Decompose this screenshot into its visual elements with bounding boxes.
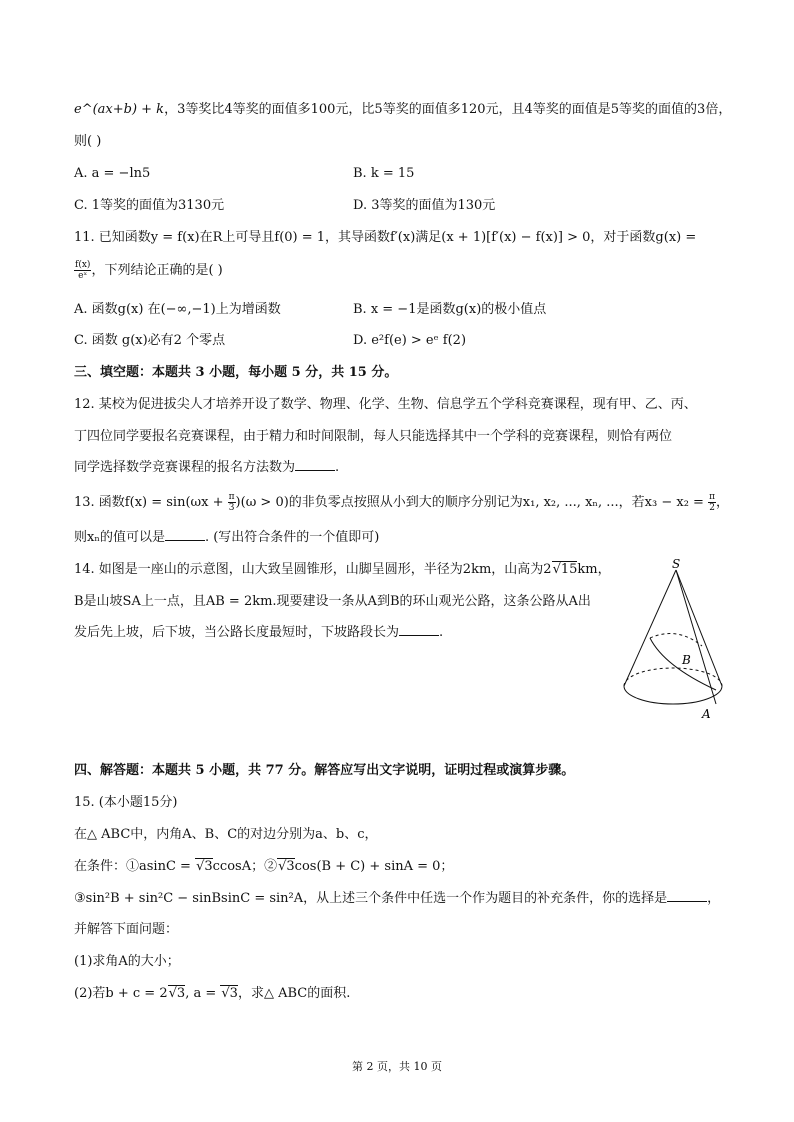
cone-right-edge xyxy=(676,570,722,686)
q13-line-1a: 13. 函数f(x) = sin(ωx + xyxy=(74,495,224,510)
q13-line-1c: ， xyxy=(716,495,730,510)
q14-answer-blank xyxy=(399,623,439,636)
q13-pi-over-3 xyxy=(228,492,236,513)
q13-line-1b: )(ω > 0)的非负零点按照从小到大的顺序分别记为x₁, x₂, ..., xₙ, ...，若x₃ − x₂ = xyxy=(235,495,704,510)
cone-path-back xyxy=(650,634,702,647)
q15-line-4-end: ， xyxy=(707,891,721,906)
q10-text-2: 则( ) xyxy=(74,134,102,149)
q13-line-2 xyxy=(74,528,754,548)
q15-line-7b: , a = xyxy=(185,986,221,1001)
q12-line-2: 丁四位同学要报名竞赛课程，由于精力和时间限制，每人只能选择其中一个学科的竞赛课程，则恰有两位 xyxy=(74,429,673,444)
q14-line-1b: km， xyxy=(577,562,611,577)
q11-option-c: C. 函数 g(x)必有2 个零点 xyxy=(74,333,226,348)
q15-line-2: 在△ ABC中，内角A、B、C的对边分别为a、b、c， xyxy=(74,827,378,842)
q15-line-1: 15. (本小题15分) xyxy=(74,795,178,810)
cone-base-front xyxy=(624,686,722,704)
q14-line-2: B是山坡SA上一点，且AB = 2km.现要建设一条从A到B的环山观光公路，这条公路从A出 xyxy=(74,594,591,609)
q15-line-7a: (2)若b + c = 2 xyxy=(74,986,168,1001)
q13-pi-2: π xyxy=(709,492,716,502)
q11-option-d: D. e²f(e) > eᵉ f(2) xyxy=(353,333,467,348)
q11-stem-1: 11. 已知函数y = f(x)在R上可导且f(0) = 1，其导函数f′(x)满足(x + 1)[f′(x) − f(x)] > 0，对于函数g(x) = xyxy=(74,230,697,245)
q12-line-3 xyxy=(74,458,754,478)
q11-frac-num: f(x) xyxy=(75,260,91,270)
q14-line-3a: 发后先上坡，后下坡，当公路长度最短时，下坡路段长为 xyxy=(74,625,400,640)
q10-option-b: B. k = 15 xyxy=(353,166,415,181)
cone-line-sa xyxy=(676,570,716,704)
q11-stem-2 xyxy=(74,258,754,284)
q13-line-2b: . (写出符合条件的一个值即可) xyxy=(204,530,380,545)
q10-expression: e^(ax+b) + k xyxy=(74,102,165,117)
q13-line-2a: 则xₙ的值可以是 xyxy=(74,530,165,545)
q15-sqrt-1-arg: 3 xyxy=(204,859,213,874)
q10-option-d: D. 3等奖的面值为130元 xyxy=(353,198,496,213)
cone-figure xyxy=(612,558,732,728)
q13-pi-over-2 xyxy=(708,492,716,513)
q10-continuation xyxy=(74,100,754,120)
label-b: B xyxy=(682,653,691,667)
q14-sqrt-arg: 15 xyxy=(560,562,578,577)
q14-line-1 xyxy=(74,560,614,580)
q15-sqrt-2: √3 xyxy=(278,859,295,874)
q15-sqrt-3-arg: 3 xyxy=(176,986,186,1001)
q12-line-1: 12. 某校为促进拔尖人才培养开设了数学、物理、化学、生物、信息学五个学科竞赛课程，现有甲、乙、丙、 xyxy=(74,397,697,412)
page-footer: 第 2 页，共 10 页 xyxy=(352,1060,442,1073)
q13-pi-1: π xyxy=(228,492,235,502)
q11-option-a: A. 函数g(x) 在(−∞,−1)上为增函数 xyxy=(74,302,281,317)
label-s: S xyxy=(672,558,681,571)
q10-text: ，3等奖比4等奖的面值多100元，比5等奖的面值多120元，且4等奖的面值是5等奖的面值的3倍， xyxy=(164,102,732,117)
q15-answer-blank xyxy=(667,889,707,902)
q11-fraction xyxy=(74,260,91,281)
q12-line-3-text: 同学选择数学竞赛课程的报名方法数为 xyxy=(74,460,296,475)
q15-line-7c: ，求△ ABC的面积. xyxy=(237,986,351,1001)
q14-line-1a: 14. 如图是一座山的示意图，山大致呈圆锥形，山脚呈圆形，半径为2km，山高为2 xyxy=(74,562,552,577)
q15-sqrt-1: √3 xyxy=(196,859,213,874)
q13-answer-blank xyxy=(165,528,205,541)
q15-sqrt-3: √3 xyxy=(168,986,186,1001)
cone-base-back xyxy=(624,668,722,686)
label-a: A xyxy=(702,707,711,721)
q12-answer-blank xyxy=(295,458,335,471)
q12-line-3-end: . xyxy=(335,460,340,475)
q15-line-3 xyxy=(74,857,754,877)
q13-three: 3 xyxy=(228,503,235,513)
q14-line-3b: . xyxy=(439,625,444,640)
q15-sqrt-4-arg: 3 xyxy=(229,986,238,1001)
q15-line-3b: ccosA；② xyxy=(212,859,278,874)
q15-line-3a: 在条件：①asinC = xyxy=(74,859,196,874)
q15-line-4 xyxy=(74,889,754,909)
q11-option-b: B. x = −1是函数g(x)的极小值点 xyxy=(353,302,547,317)
q14-sqrt: √15 xyxy=(552,562,578,577)
q10-option-a: A. a = −ln5 xyxy=(74,166,151,181)
q13-line-1 xyxy=(74,490,754,516)
q15-line-4-text: ③sin²B + sin²C − sinBsinC = sin²A，从上述三个条件中任选一个作为题目的补充条件，你的选择是 xyxy=(74,891,668,906)
q14-line-3 xyxy=(74,623,614,643)
q15-line-5: 并解答下面问题： xyxy=(74,922,179,937)
q15-line-6: (1)求角A的大小； xyxy=(74,954,180,969)
q10-option-c: C. 1等奖的面值为3130元 xyxy=(74,198,225,213)
q15-sqrt-2-arg: 3 xyxy=(286,859,295,874)
q11-frac-den: eˣ xyxy=(78,271,88,281)
q15-line-7 xyxy=(74,984,754,1004)
q15-line-3c: cos(B + C) + sinA = 0； xyxy=(294,859,454,874)
section-3-heading: 三、填空题：本题共 3 小题，每小题 5 分，共 15 分。 xyxy=(74,365,398,380)
q13-two: 2 xyxy=(709,503,715,513)
cone-left-edge xyxy=(624,570,676,686)
q11-stem-2-text: ，下列结论正确的是( ) xyxy=(91,263,223,278)
q15-sqrt-4: √3 xyxy=(221,986,238,1001)
section-4-heading: 四、解答题：本题共 5 小题，共 77 分。解答应写出文字说明，证明过程或演算步骤。 xyxy=(74,763,575,778)
